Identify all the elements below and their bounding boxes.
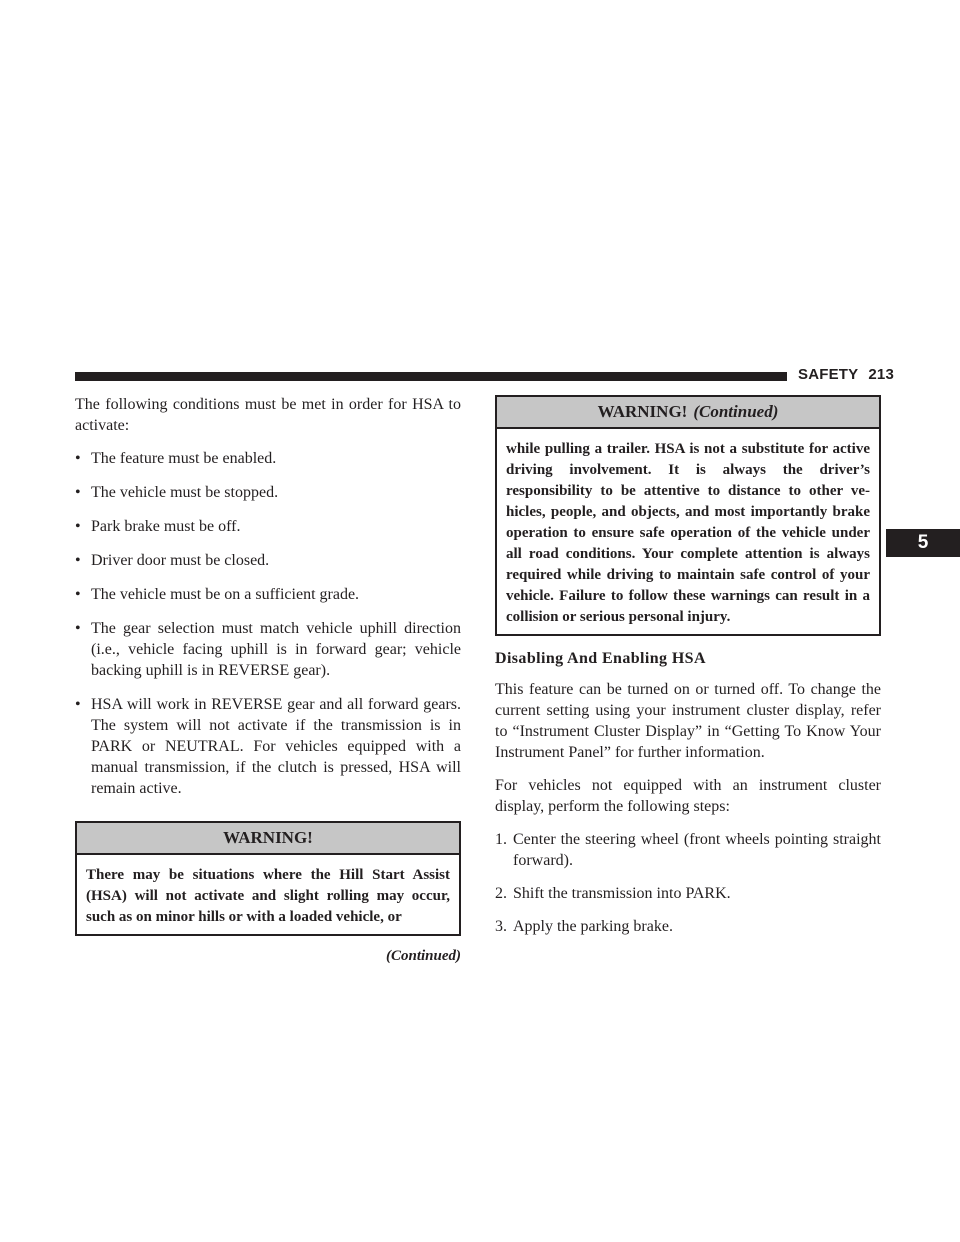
warning-continued-label: (Continued) [693, 402, 779, 421]
steps-list [495, 829, 881, 937]
warning-text: while pulling a trailer. HSA is not a substitute for active driving involvement. It is always the driver’s responsibility to be attentive to distance to other ve-hicles, people, and objects, and most importantly brake operation to ensure safe operation of the vehicle under all road conditions. Your complete attention is always required while driving to maintain safe control of your vehicle. Failure to follow these warnings can result in a collision or serious personal injury. [506, 441, 870, 625]
header-rule [75, 372, 787, 381]
left-column [75, 394, 461, 967]
paragraph: For vehicles not equipped with an instrument cluster display, perform the following steps: [495, 777, 881, 815]
list-item: • Driver door must be closed. [75, 552, 270, 569]
list-item: • The feature must be enabled. [75, 450, 277, 467]
bullet-marker: • [75, 586, 81, 603]
warning-title: WARNING! (Continued) [497, 397, 879, 429]
running-header [798, 366, 894, 383]
list-item: • The vehicle must be stopped. [75, 484, 279, 501]
list-item: • Park brake must be off. [75, 518, 241, 535]
continued-note: (Continued) [385, 948, 461, 964]
right-column [495, 394, 881, 949]
section-title: SAFETY [798, 366, 859, 383]
bullet-marker: • [75, 696, 81, 713]
warning-box [75, 821, 461, 936]
warning-title: WARNING! [77, 823, 459, 855]
warning-box-continued [495, 395, 881, 636]
bullet-marker: • [75, 518, 81, 535]
list-item: 2. Shift the transmission into PARK. [495, 885, 731, 902]
bullet-marker: • [75, 552, 81, 569]
paragraph: This feature can be turned on or turned off. To change the current setting using your instrument cluster display, refer to “Instrument Cluster Display” in “Getting To Know Your Instrument Panel” for further information. [495, 681, 881, 761]
subheading: Disabling And Enabling HSA [495, 650, 706, 667]
list-item: 3. Apply the parking brake. [495, 918, 673, 935]
list-item: • The gear selection must match vehicle uphill direction (i.e., vehicle facing uphill is in forward gear; vehicle backing uphill is in REVERSE gear). [75, 620, 461, 679]
bullet-marker: • [75, 484, 81, 501]
list-item: • HSA will work in REVERSE gear and all forward gears. The system will not activate if the transmission is in PARK or NEUTRAL. For vehicles equipped with a manual transmission, if the clutch is pressed, HSA will remain active. [75, 696, 461, 797]
chapter-tab: 5 [886, 529, 960, 557]
list-item: 1. Center the steering wheel (front wheels pointing straight forward). [495, 831, 881, 869]
bullet-marker: • [75, 450, 81, 467]
page-number: 213 [868, 366, 895, 383]
warning-text: There may be situations where the Hill Start Assist (HSA) will not activate and slight rolling may occur, such as on minor hills or with a loaded vehicle, or [86, 867, 450, 925]
intro-paragraph: The following conditions must be met in order for HSA to activate: [75, 396, 461, 434]
list-item: • The vehicle must be on a sufficient grade. [75, 586, 360, 603]
conditions-list [75, 448, 461, 799]
bullet-marker: • [75, 620, 81, 637]
